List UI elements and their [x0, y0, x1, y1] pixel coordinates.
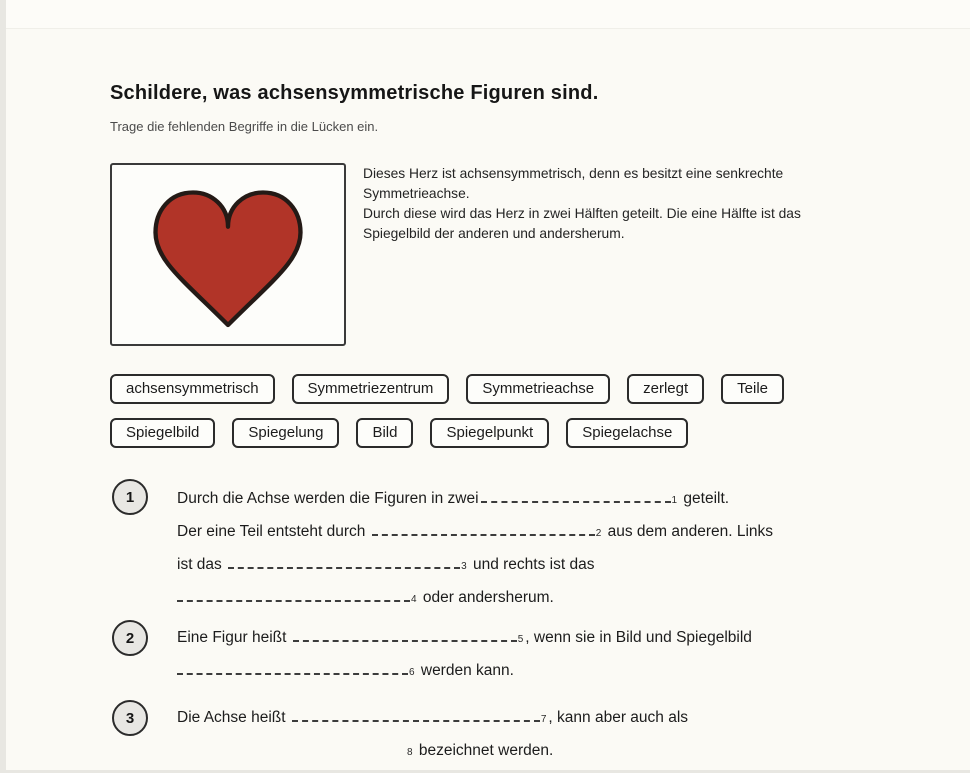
exercise-2-number	[112, 620, 148, 656]
exercise-line	[177, 735, 867, 768]
page-edge-top	[6, 0, 970, 29]
exercise-text: Die Achse heißt	[177, 709, 290, 726]
exercise-text: ist das	[177, 556, 227, 573]
blank-index-1: 1	[671, 495, 678, 506]
heart-icon	[144, 175, 312, 335]
word-chip-spiegelpunkt[interactable]: Spiegelpunkt	[430, 418, 549, 448]
exercise-line	[177, 702, 867, 735]
word-bank-row-2	[110, 418, 688, 448]
exercise-number-label: 2	[125, 629, 135, 647]
exercise-line	[177, 582, 867, 615]
example-text-line: Symmetrieachse.	[363, 186, 470, 201]
exercise-text: und rechts ist das	[468, 556, 595, 573]
blank-field-4[interactable]	[177, 585, 410, 602]
blank-index-8: 8	[407, 747, 413, 758]
exercise-number-label: 3	[125, 709, 135, 727]
blank-field-1[interactable]	[481, 486, 671, 503]
word-chip-spiegelbild[interactable]: Spiegelbild	[110, 418, 215, 448]
word-chip-spiegelachse[interactable]: Spiegelachse	[566, 418, 688, 448]
exercise-3	[177, 702, 867, 768]
blank-field-2[interactable]	[372, 519, 595, 536]
page-subtitle: Trage die fehlenden Begriffe in die Lücken ein.	[110, 119, 379, 134]
blank-field-5[interactable]	[293, 625, 517, 642]
exercise-line	[177, 483, 867, 516]
example-text-line: Durch diese wird das Herz in zwei Hälften geteilt. Die eine Hälfte ist das	[363, 206, 801, 221]
word-bank-row-1	[110, 374, 784, 404]
blank-index-2: 2	[595, 528, 602, 539]
exercise-text: werden kann.	[416, 662, 514, 679]
word-chip-teile[interactable]: Teile	[721, 374, 784, 404]
word-chip-achsensymmetrisch[interactable]: achsensymmetrisch	[110, 374, 275, 404]
example-text-line: Dieses Herz ist achsensymmetrisch, denn es besitzt eine senkrechte	[363, 166, 784, 181]
page-edge-left	[0, 0, 6, 773]
exercise-text: aus dem anderen. Links	[603, 523, 774, 540]
word-chip-spiegelung[interactable]: Spiegelung	[232, 418, 339, 448]
exercise-3-number	[112, 700, 148, 736]
word-chip-symmetriezentrum[interactable]: Symmetriezentrum	[292, 374, 450, 404]
exercise-text: geteilt.	[679, 490, 730, 507]
blank-field-6[interactable]	[177, 658, 408, 675]
exercise-number-label: 1	[125, 488, 135, 506]
blank-index-6: 6	[409, 667, 415, 678]
exercise-text: bezeichnet werden.	[414, 742, 554, 759]
blank-field-3[interactable]	[228, 552, 460, 569]
exercise-2	[177, 622, 867, 688]
example-text-line: Spiegelbild der anderen und andersherum.	[363, 226, 625, 241]
exercise-line	[177, 622, 867, 655]
exercise-1-number	[112, 479, 148, 515]
blank-index-3: 3	[461, 561, 467, 572]
word-chip-zerlegt[interactable]: zerlegt	[627, 374, 704, 404]
exercise-1	[177, 483, 867, 615]
page-title: Schildere, was achsensymmetrische Figuren sind.	[110, 82, 599, 104]
exercise-text: , kann aber auch als	[548, 709, 689, 726]
exercise-text: Der eine Teil entsteht durch	[177, 523, 370, 540]
blank-field-7[interactable]	[292, 705, 540, 722]
exercise-line	[177, 516, 867, 549]
exercise-line	[177, 655, 867, 688]
blank-index-5: 5	[517, 634, 524, 645]
exercise-text: , wenn sie in Bild und Spiegelbild	[525, 629, 752, 646]
exercise-line	[177, 549, 867, 582]
blank-index-7: 7	[540, 714, 547, 725]
example-image-box	[110, 163, 346, 346]
exercise-text: Eine Figur heißt	[177, 629, 291, 646]
word-chip-bild[interactable]: Bild	[356, 418, 413, 448]
blank-index-4: 4	[411, 594, 417, 605]
exercise-text: oder andersherum.	[418, 589, 554, 606]
word-chip-symmetrieachse[interactable]: Symmetrieachse	[466, 374, 610, 404]
exercise-text: Durch die Achse werden die Figuren in zwei	[177, 490, 479, 507]
example-description	[363, 164, 863, 244]
